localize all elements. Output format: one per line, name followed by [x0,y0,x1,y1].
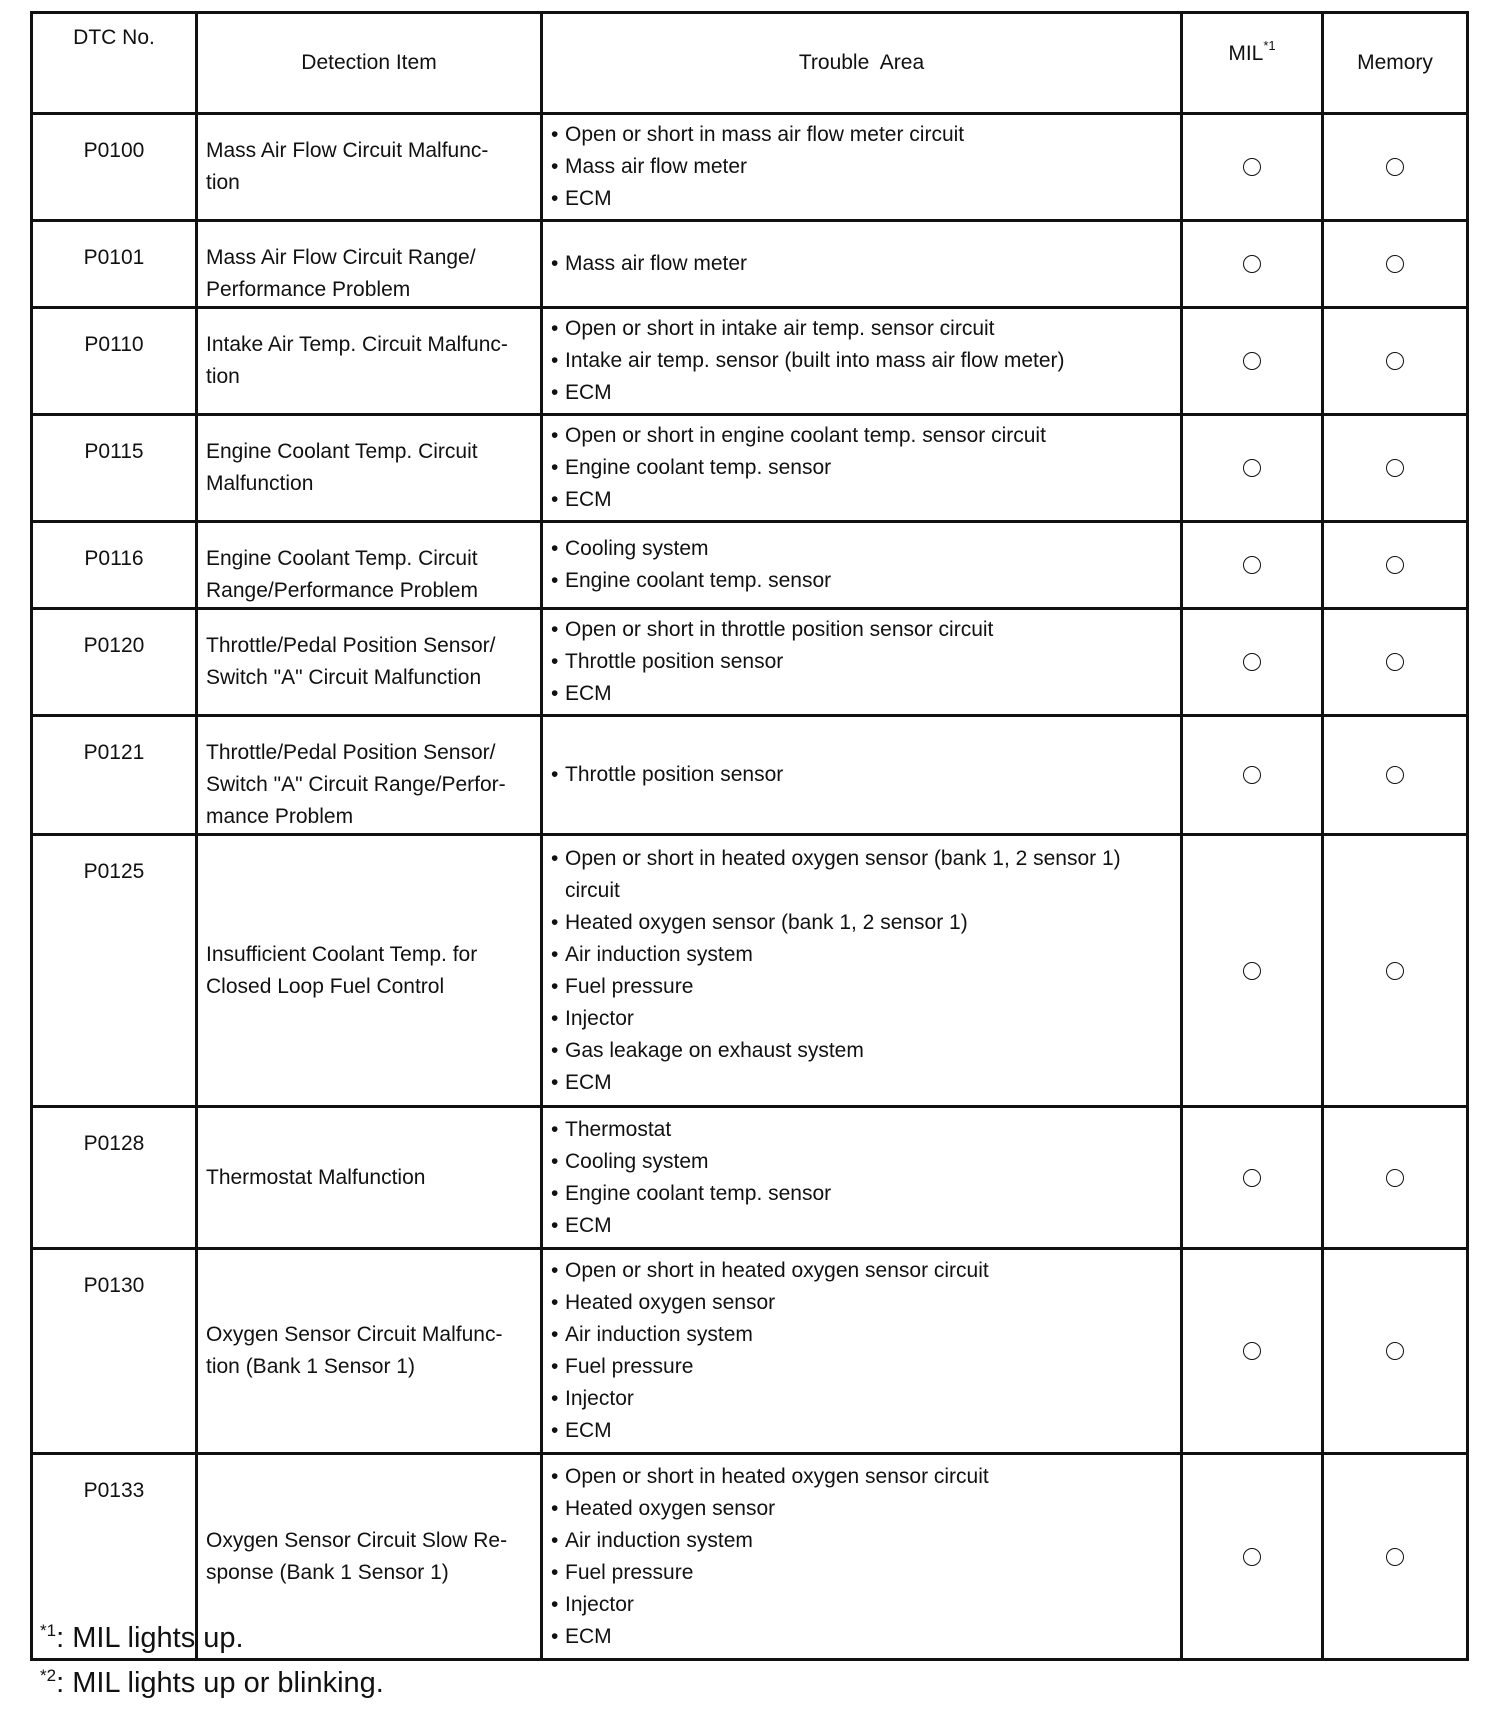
trouble-area-list [551,1461,1180,1653]
trouble-area-item: • Heated oxygen sensor (bank 1, 2 sensor 1) [551,907,1180,939]
mil-circle-icon [1243,1548,1261,1566]
detection-item-text: Mass Air Flow Circuit Malfunc- tion [206,139,489,194]
table-row [32,1249,1468,1454]
trouble-area-item: • Engine coolant temp. sensor [551,565,1180,597]
mil-cell [1182,716,1323,835]
mil-circle-icon [1243,352,1261,370]
trouble-area-list [551,759,1180,791]
trouble-area-item: • Fuel pressure [551,971,1180,1003]
memory-circle-icon [1386,1342,1404,1360]
trouble-area-cell [542,1107,1182,1249]
memory-circle-icon [1386,653,1404,671]
mil-circle-icon [1243,962,1261,980]
header-mil-footnote-mark: *1 [1263,38,1276,53]
trouble-area-list [551,1255,1180,1447]
header-memory: Memory [1323,13,1468,114]
trouble-area-item: • Mass air flow meter [551,151,1180,183]
trouble-area-item: • Open or short in heated oxygen sensor (bank 1, 2 sensor 1) circuit [551,843,1180,907]
detection-item-cell [197,1249,542,1454]
memory-cell [1323,221,1468,308]
table-row [32,716,1468,835]
dtc-code-cell: P0116 [32,522,197,609]
detection-item-cell [197,716,542,835]
table-row [32,308,1468,415]
mil-circle-icon [1243,766,1261,784]
memory-cell [1323,1249,1468,1454]
footnote-mark: *2 [40,1666,57,1685]
footnotes [40,1612,384,1702]
trouble-area-cell [542,221,1182,308]
memory-circle-icon [1386,1169,1404,1187]
trouble-area-item: • Intake air temp. sensor (built into mass air flow meter) [551,345,1180,377]
mil-circle-icon [1243,459,1261,477]
trouble-area-item: • Heated oxygen sensor [551,1493,1180,1525]
detection-item-text: Engine Coolant Temp. Circuit Malfunction [206,440,478,495]
header-mil-label: MIL [1228,42,1264,65]
trouble-area-item: • ECM [551,1621,1180,1653]
memory-circle-icon [1386,255,1404,273]
trouble-area-item: • Engine coolant temp. sensor [551,452,1180,484]
detection-item-cell [197,221,542,308]
trouble-area-item: • Fuel pressure [551,1557,1180,1589]
detection-item-text: Insufficient Coolant Temp. for Closed Loop Fuel Control [206,942,478,998]
trouble-area-item: • Throttle position sensor [551,646,1180,678]
mil-cell [1182,1107,1323,1249]
table-row [32,522,1468,609]
footnote-mark: *1 [40,1621,57,1640]
memory-circle-icon [1386,459,1404,477]
detection-item-text: Throttle/Pedal Position Sensor/ Switch "A" Circuit Range/Perfor- mance Problem [206,741,506,828]
detection-item-cell [197,609,542,716]
trouble-area-item: • Open or short in heated oxygen sensor circuit [551,1461,1180,1493]
mil-circle-icon [1243,556,1261,574]
trouble-area-item: • Throttle position sensor [551,759,1180,791]
mil-cell [1182,609,1323,716]
mil-cell [1182,835,1323,1107]
trouble-area-cell [542,114,1182,221]
mil-cell [1182,1249,1323,1454]
header-row [32,13,1468,114]
mil-circle-icon [1243,255,1261,273]
trouble-area-item: • Injector [551,1383,1180,1415]
memory-cell [1323,308,1468,415]
trouble-area-cell [542,1249,1182,1454]
trouble-area-cell [542,1454,1182,1660]
trouble-area-item: • Open or short in intake air temp. sensor circuit [551,313,1180,345]
trouble-area-item: • Engine coolant temp. sensor [551,1178,1180,1210]
memory-cell [1323,415,1468,522]
trouble-area-item: • Heated oxygen sensor [551,1287,1180,1319]
trouble-area-list [551,420,1180,516]
memory-cell [1323,1454,1468,1660]
trouble-area-item: • Gas leakage on exhaust system [551,1035,1180,1067]
table-row [32,415,1468,522]
detection-item-text: Oxygen Sensor Circuit Slow Re- sponse (Bank 1 Sensor 1) [206,1528,508,1584]
detection-item-text: Throttle/Pedal Position Sensor/ Switch "A" Circuit Malfunction [206,634,496,689]
memory-circle-icon [1386,766,1404,784]
table-row [32,835,1468,1107]
detection-item-text: Oxygen Sensor Circuit Malfunc- tion (Bank 1 Sensor 1) [206,1323,503,1378]
trouble-area-list [551,843,1180,1099]
detection-item-text: Mass Air Flow Circuit Range/ Performance Problem [206,246,476,301]
trouble-area-item: • Air induction system [551,1525,1180,1557]
trouble-area-item: • Open or short in engine coolant temp. sensor circuit [551,420,1180,452]
trouble-area-item: • ECM [551,377,1180,409]
trouble-area-list [551,533,1180,597]
trouble-area-item: • ECM [551,183,1180,215]
mil-cell [1182,1454,1323,1660]
mil-circle-icon [1243,653,1261,671]
trouble-area-item: • ECM [551,1415,1180,1447]
trouble-area-list [551,313,1180,409]
header-dtc-no: DTC No. [32,13,197,114]
mil-cell [1182,522,1323,609]
mil-circle-icon [1243,158,1261,176]
memory-circle-icon [1386,962,1404,980]
memory-circle-icon [1386,158,1404,176]
dtc-code-cell: P0130 [32,1249,197,1454]
dtc-code-cell: P0120 [32,609,197,716]
footnote-text: : MIL lights up. [56,1622,244,1654]
table-row [32,114,1468,221]
mil-circle-icon [1243,1342,1261,1360]
footnote-1 [40,1612,384,1657]
memory-cell [1323,114,1468,221]
trouble-area-cell [542,716,1182,835]
trouble-area-item: • ECM [551,678,1180,710]
footnote-2 [40,1657,384,1702]
mil-cell [1182,308,1323,415]
table-row [32,609,1468,716]
detection-item-text: Engine Coolant Temp. Circuit Range/Performance Problem [206,547,478,602]
trouble-area-cell [542,308,1182,415]
trouble-area-item: • Injector [551,1589,1180,1621]
table-row [32,1107,1468,1249]
detection-item-cell [197,114,542,221]
dtc-code-cell: P0100 [32,114,197,221]
dtc-code-cell: P0125 [32,835,197,1107]
table-body [32,114,1468,1660]
mil-circle-icon [1243,1169,1261,1187]
detection-item-cell [197,415,542,522]
trouble-area-list [551,1114,1180,1242]
dtc-code-cell: P0128 [32,1107,197,1249]
mil-cell [1182,114,1323,221]
header-detection-item: Detection Item [197,13,542,114]
memory-cell [1323,609,1468,716]
memory-cell [1323,1107,1468,1249]
trouble-area-list [551,614,1180,710]
trouble-area-item: • ECM [551,1210,1180,1242]
trouble-area-item: • Open or short in throttle position sensor circuit [551,614,1180,646]
dtc-code-cell: P0110 [32,308,197,415]
dtc-code-cell: P0121 [32,716,197,835]
header-mil [1182,13,1323,114]
trouble-area-item: • Fuel pressure [551,1351,1180,1383]
memory-circle-icon [1386,1548,1404,1566]
memory-circle-icon [1386,352,1404,370]
memory-cell [1323,835,1468,1107]
trouble-area-item: • ECM [551,484,1180,516]
trouble-area-cell [542,609,1182,716]
trouble-area-list [551,119,1180,215]
trouble-area-list [551,248,1180,280]
detection-item-cell [197,835,542,1107]
trouble-area-item: • Open or short in heated oxygen sensor circuit [551,1255,1180,1287]
trouble-area-item: • Injector [551,1003,1180,1035]
trouble-area-cell [542,415,1182,522]
mil-cell [1182,221,1323,308]
memory-circle-icon [1386,556,1404,574]
dtc-table [30,11,1469,1661]
detection-item-cell [197,1107,542,1249]
mil-cell [1182,415,1323,522]
memory-cell [1323,522,1468,609]
detection-item-cell [197,308,542,415]
trouble-area-item: • Cooling system [551,1146,1180,1178]
table-row [32,221,1468,308]
trouble-area-item: • Air induction system [551,1319,1180,1351]
trouble-area-cell [542,522,1182,609]
trouble-area-item: • Thermostat [551,1114,1180,1146]
dtc-code-cell: P0101 [32,221,197,308]
trouble-area-cell [542,835,1182,1107]
detection-item-text: Intake Air Temp. Circuit Malfunc- tion [206,333,508,388]
trouble-area-item: • Air induction system [551,939,1180,971]
trouble-area-item: • Cooling system [551,533,1180,565]
trouble-area-item: • ECM [551,1067,1180,1099]
dtc-code-cell: P0115 [32,415,197,522]
detection-item-cell [197,522,542,609]
dtc-code-cell: P0133 [32,1454,197,1660]
detection-item-text: Thermostat Malfunction [206,1165,426,1189]
header-trouble-area: Trouble Area [542,13,1182,114]
footnote-text: : MIL lights up or blinking. [56,1667,384,1699]
trouble-area-item: • Open or short in mass air flow meter circuit [551,119,1180,151]
trouble-area-item: • Mass air flow meter [551,248,1180,280]
memory-cell [1323,716,1468,835]
